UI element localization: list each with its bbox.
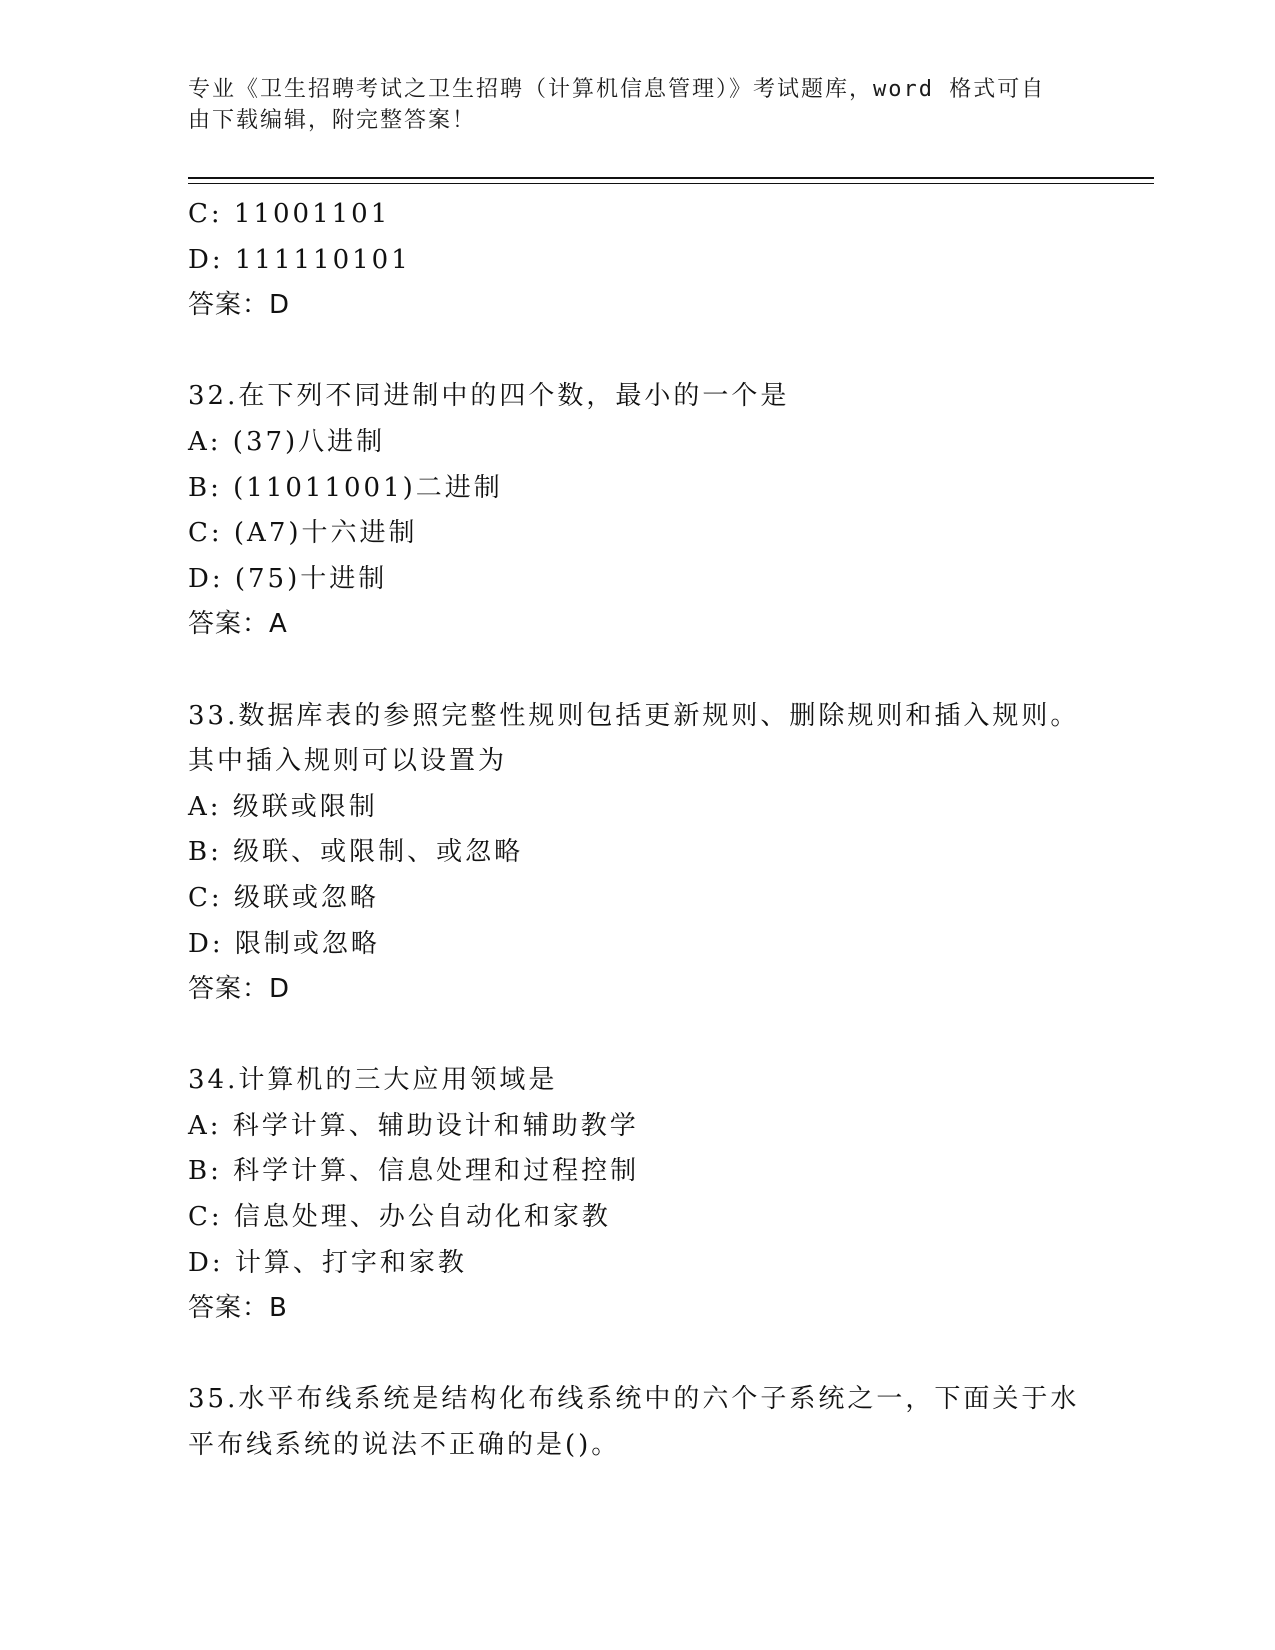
question-block-33 [188, 694, 1088, 1013]
option-line: B: (11011001)二进制 [188, 472, 503, 503]
spacer [188, 1332, 1088, 1378]
option-line: A: (37)八进制 [188, 426, 386, 457]
question-block-35 [188, 1377, 1088, 1468]
question-stem-continued: 其中插入规则可以设置为 [188, 746, 508, 777]
option-line: A: 级联或限制 [188, 791, 378, 822]
header-line-2: 由下载编辑，附完整答案！ [188, 108, 477, 133]
option-line: B: 科学计算、信息处理和过程控制 [188, 1156, 640, 1187]
option-line: D: 111110101 [188, 244, 411, 275]
option-line: B: 级联、或限制、或忽略 [188, 837, 524, 868]
option-line: C: 11001101 [188, 199, 391, 229]
question-stem: 32.在下列不同进制中的四个数，最小的一个是 [188, 381, 790, 412]
option-line: D: 限制或忽略 [188, 928, 380, 959]
answer-line: 答案：A [188, 609, 288, 640]
document-header [188, 74, 1088, 136]
header-rule-thin [188, 183, 1154, 184]
spacer [188, 1013, 1088, 1059]
option-line: C: 信息处理、办公自动化和家教 [188, 1202, 611, 1233]
question-content [188, 192, 1088, 1469]
header-rule-thick [188, 177, 1154, 179]
header-line-1: 专业《卫生招聘考试之卫生招聘（计算机信息管理）》考试题库，word 格式可自 [188, 77, 1046, 102]
option-line: D: (75)十进制 [188, 563, 388, 594]
option-line: D: 计算、打字和家教 [188, 1247, 467, 1278]
answer-line: 答案：B [188, 1293, 288, 1324]
question-block-32 [188, 374, 1088, 648]
option-line: C: 级联或忽略 [188, 882, 379, 913]
answer-line: 答案：D [188, 974, 291, 1005]
question-stem-continued: 平布线系统的说法不正确的是()。 [188, 1430, 621, 1461]
option-line: A: 科学计算、辅助设计和辅助教学 [188, 1110, 639, 1141]
answer-line: 答案：D [188, 290, 291, 321]
spacer [188, 329, 1088, 375]
previous-question-tail [188, 192, 1088, 329]
option-line: C: (A7)十六进制 [188, 518, 418, 549]
question-stem: 33.数据库表的参照完整性规则包括更新规则、删除规则和插入规则。 [188, 700, 1080, 731]
question-block-34 [188, 1058, 1088, 1332]
question-stem: 35.水平布线系统是结构化布线系统中的六个子系统之一，下面关于水 [188, 1384, 1080, 1415]
spacer [188, 648, 1088, 694]
question-stem: 34.计算机的三大应用领域是 [188, 1065, 558, 1096]
